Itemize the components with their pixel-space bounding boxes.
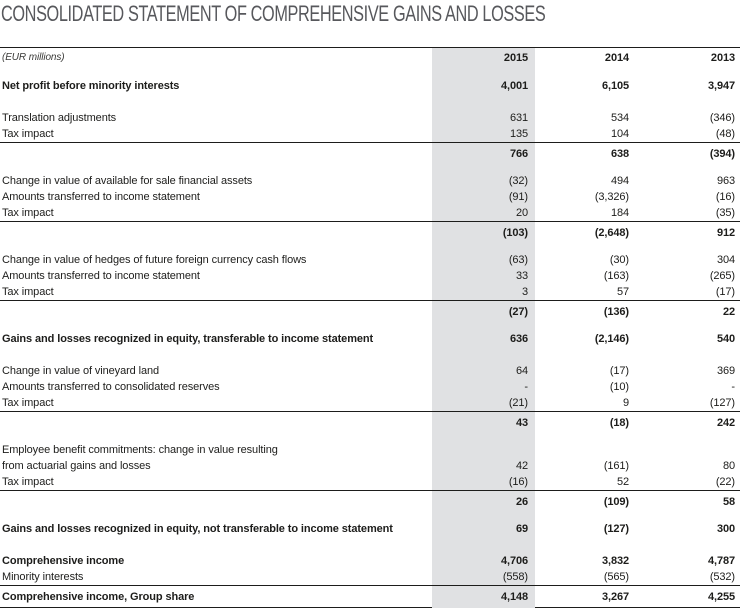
row-label: Employee benefit commitments: change in value resulting: [2, 444, 278, 456]
value-2014: (136): [603, 305, 629, 318]
value-2013: 3,947: [707, 80, 735, 92]
value-2015: (103): [502, 226, 528, 239]
value-2015: 64: [515, 365, 528, 377]
value-2013: (394): [709, 147, 735, 160]
value-2015: (91): [508, 191, 528, 203]
table-header-row: [0, 48, 740, 68]
table-row: [0, 458, 740, 474]
value-2014: 6,105: [601, 80, 629, 92]
value-2014: (2,648): [594, 226, 629, 239]
comprehensive-income-table: [0, 47, 740, 608]
value-2015: 631: [509, 112, 528, 124]
value-2013: 369: [716, 365, 735, 377]
row-gap: [0, 322, 740, 331]
value-2014: 57: [616, 286, 629, 298]
value-2014: 52: [616, 476, 629, 488]
value-2013: 300: [716, 523, 735, 535]
value-2014: (109): [603, 495, 629, 508]
value-2013: 963: [716, 175, 735, 187]
table-row: [0, 331, 740, 347]
value-2015: 4,001: [500, 80, 528, 92]
row-label: Amounts transferred to consolidated reserves: [2, 381, 220, 393]
value-2015: 43: [515, 416, 528, 429]
value-2014: (3,326): [594, 191, 629, 203]
value-2014: (10): [609, 381, 629, 393]
value-2014: 3,832: [601, 555, 629, 567]
value-2015: 69: [515, 523, 528, 535]
value-2015: (32): [508, 175, 528, 187]
value-2014: (18): [609, 416, 629, 429]
value-2015: (21): [508, 397, 528, 409]
value-2014: (127): [603, 523, 629, 535]
row-label: Minority interests: [2, 571, 84, 583]
table-row: [0, 553, 740, 569]
table-row: [0, 142, 740, 164]
table-bottom-rule: [0, 607, 740, 608]
value-2014: 104: [610, 128, 629, 140]
row-label: Comprehensive income, Group share: [2, 590, 195, 603]
value-2013: -: [731, 381, 735, 393]
table-row: [0, 268, 740, 284]
value-2015: 4,706: [500, 555, 528, 567]
table-row: [0, 173, 740, 189]
value-2013: (17): [715, 286, 735, 298]
row-label: Amounts transferred to income statement: [2, 191, 200, 203]
row-label: Amounts transferred to income statement: [2, 270, 200, 282]
value-2015: 3: [521, 286, 528, 298]
table-row: [0, 521, 740, 537]
row-label: Change in value of available for sale financial assets: [2, 175, 253, 187]
value-2014: (565): [603, 571, 629, 583]
value-2013: 80: [722, 460, 735, 472]
value-2015: 4,148: [500, 590, 528, 603]
table-row: [0, 585, 740, 607]
page-title: CONSOLIDATED STATEMENT OF COMPREHENSIVE GAINS AND LOSSES: [1, 1, 546, 26]
value-2014: (2,146): [594, 333, 629, 345]
value-2013: 58: [722, 495, 735, 508]
table-row: [0, 411, 740, 433]
column-header-2015: 2015: [503, 52, 528, 64]
row-gap: [0, 243, 740, 252]
value-2015: 33: [515, 270, 528, 282]
value-2013: (22): [715, 476, 735, 488]
table-row: [0, 126, 740, 142]
table-row: [0, 569, 740, 585]
row-label: Gains and losses recognized in equity, transferable to income statement: [2, 333, 374, 345]
value-2014: 638: [610, 147, 629, 160]
row-label: Translation adjustments: [2, 112, 117, 124]
row-gap: [0, 347, 740, 363]
value-2014: 534: [610, 112, 629, 124]
row-gap: [0, 537, 740, 553]
table-row: [0, 363, 740, 379]
table-row: [0, 474, 740, 490]
value-2015: (558): [502, 571, 528, 583]
table-row: [0, 379, 740, 395]
table-row: [0, 300, 740, 322]
column-header-2014: 2014: [604, 52, 629, 64]
unit-label: (EUR millions): [2, 52, 65, 63]
value-2014: 9: [622, 397, 629, 409]
row-label: Gains and losses recognized in equity, not transferable to income statement: [2, 523, 393, 535]
value-2013: (532): [709, 571, 735, 583]
row-label: Tax impact: [2, 397, 54, 409]
value-2013: (346): [709, 112, 735, 124]
row-gap: [0, 433, 740, 442]
value-2015: 26: [515, 495, 528, 508]
row-label: Tax impact: [2, 286, 54, 298]
row-gap: [0, 94, 740, 110]
table-row: [0, 78, 740, 94]
value-2015: (27): [508, 305, 528, 318]
value-2013: 912: [716, 226, 735, 239]
table-body: [0, 78, 740, 607]
value-2014: 184: [610, 207, 629, 219]
value-2013: 304: [716, 254, 735, 266]
row-label: Net profit before minority interests: [2, 80, 180, 92]
row-label: from actuarial gains and losses: [2, 460, 151, 472]
row-label: Comprehensive income: [2, 555, 125, 567]
table-row: [0, 284, 740, 300]
row-gap: [0, 164, 740, 173]
value-2013: (127): [709, 397, 735, 409]
table-row: [0, 490, 740, 512]
table-row: [0, 221, 740, 243]
value-2014: (17): [609, 365, 629, 377]
value-2013: 22: [722, 305, 735, 318]
value-2014: (161): [603, 460, 629, 472]
value-2014: (30): [609, 254, 629, 266]
value-2015: 766: [509, 147, 528, 160]
value-2014: (163): [603, 270, 629, 282]
table-row: [0, 110, 740, 126]
row-label: Tax impact: [2, 207, 54, 219]
value-2015: (16): [508, 476, 528, 488]
value-2014: 494: [610, 175, 629, 187]
row-label: Tax impact: [2, 476, 54, 488]
value-2013: (265): [709, 270, 735, 282]
row-label: Change in value of hedges of future foreign currency cash flows: [2, 254, 307, 266]
value-2013: 242: [716, 416, 735, 429]
row-gap: [0, 512, 740, 521]
value-2014: 3,267: [601, 590, 629, 603]
value-2015: 135: [509, 128, 528, 140]
row-label: Tax impact: [2, 128, 54, 140]
value-2015: -: [524, 381, 528, 393]
value-2015: (63): [508, 254, 528, 266]
value-2013: 540: [716, 333, 735, 345]
value-2015: 636: [509, 333, 528, 345]
row-label: Change in value of vineyard land: [2, 365, 160, 377]
table-row: [0, 205, 740, 221]
value-2013: (48): [715, 128, 735, 140]
column-header-2013: 2013: [710, 52, 735, 64]
value-2013: (35): [715, 207, 735, 219]
value-2013: 4,787: [707, 555, 735, 567]
table-row: [0, 189, 740, 205]
value-2015: 42: [515, 460, 528, 472]
value-2013: 4,255: [707, 590, 735, 603]
table-row: [0, 395, 740, 411]
value-2013: (16): [715, 191, 735, 203]
table-row: [0, 442, 740, 458]
value-2015: 20: [515, 207, 528, 219]
table-row: [0, 252, 740, 268]
